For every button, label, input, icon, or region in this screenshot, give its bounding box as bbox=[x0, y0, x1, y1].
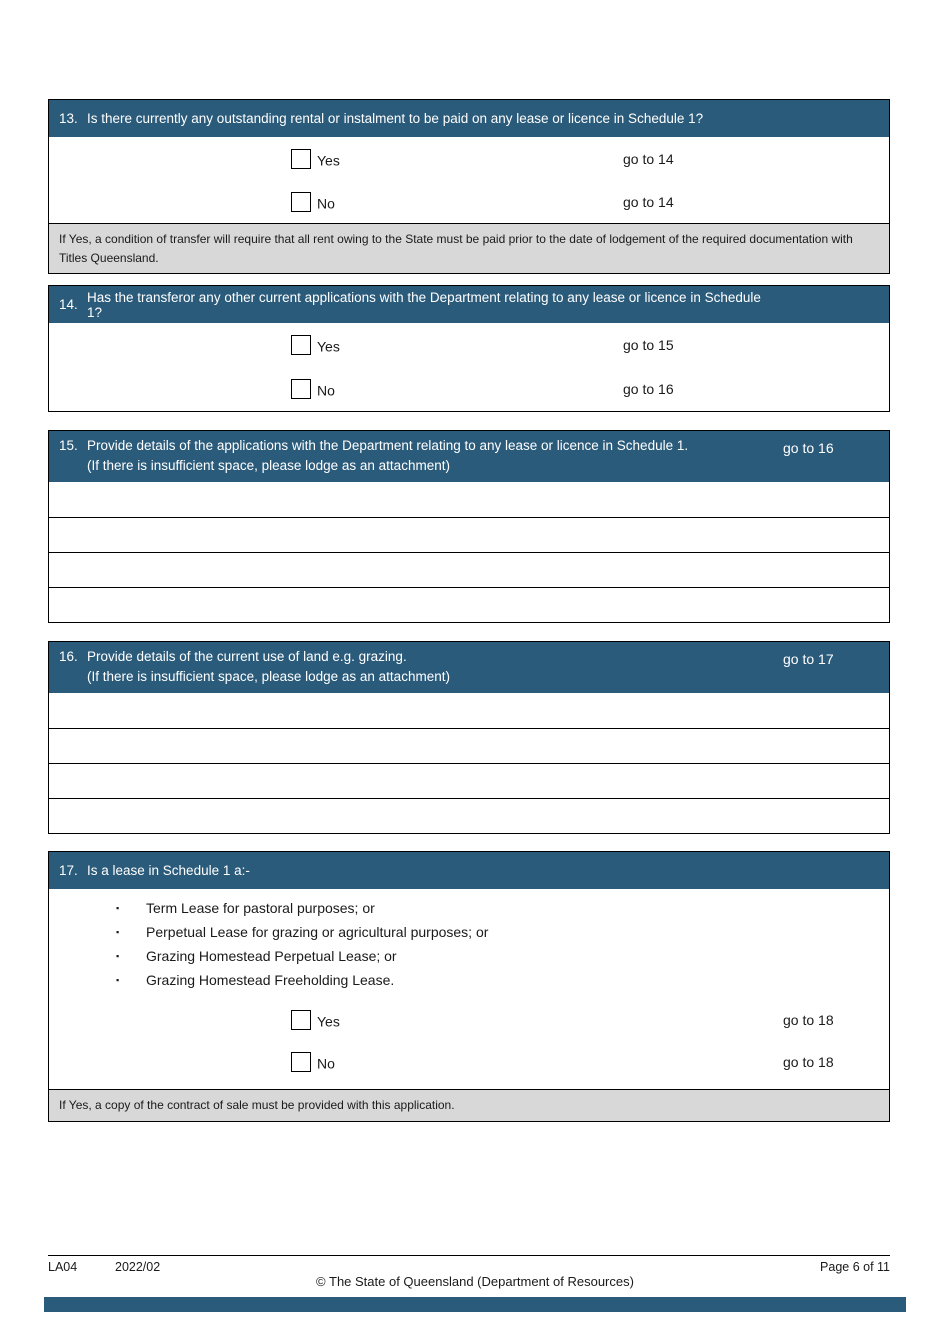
question-17-options bbox=[49, 999, 889, 1089]
question-14-options bbox=[49, 323, 889, 411]
question-16-title: Provide details of the current use of land e.g. grazing. bbox=[87, 649, 407, 664]
question-16-subtitle: (If there is insufficient space, please lodge as an attachment) bbox=[87, 669, 450, 684]
q16-answer-line-1[interactable] bbox=[49, 693, 889, 728]
question-16-answer-area bbox=[49, 693, 889, 833]
footer-meta-row bbox=[48, 1255, 890, 1274]
q17-yes-goto: go to 18 bbox=[783, 1012, 834, 1028]
q17-bullet-3: Grazing Homestead Perpetual Lease; or bbox=[146, 948, 397, 964]
footer-accent-bar bbox=[44, 1297, 906, 1312]
q14-yes-checkbox[interactable] bbox=[291, 335, 311, 355]
q15-answer-line-2[interactable] bbox=[49, 517, 889, 552]
question-14-header bbox=[49, 286, 889, 323]
question-13-no-row bbox=[49, 180, 889, 223]
bullet-icon: ▪ bbox=[116, 975, 120, 985]
q14-no-label: No bbox=[317, 382, 335, 399]
q14-no-goto: go to 16 bbox=[623, 381, 674, 397]
list-item bbox=[116, 897, 889, 921]
q13-yes-label: Yes bbox=[317, 151, 340, 168]
question-13-title: Is there currently any outstanding rental or instalment to be paid on any lease or licence in Schedule 1? bbox=[87, 111, 704, 126]
question-15-section bbox=[48, 430, 890, 623]
question-13-section bbox=[48, 99, 890, 274]
form-code: LA04 bbox=[48, 1260, 78, 1274]
q16-goto: go to 17 bbox=[783, 651, 834, 667]
question-17-note: If Yes, a copy of the contract of sale must be provided with this application. bbox=[49, 1089, 889, 1121]
q13-yes-goto: go to 14 bbox=[623, 150, 674, 167]
question-17-title: Is a lease in Schedule 1 a:- bbox=[87, 863, 250, 878]
list-item bbox=[116, 969, 889, 993]
question-13-note: If Yes, a condition of transfer will require that all rent owing to the State must be paid prior to the date of lodgement of the required documentation with Titles Queensland. bbox=[49, 223, 889, 273]
q17-bullet-4: Grazing Homestead Freeholding Lease. bbox=[146, 972, 395, 988]
q15-answer-line-3[interactable] bbox=[49, 552, 889, 587]
q14-yes-goto: go to 15 bbox=[623, 337, 674, 353]
q14-no-checkbox[interactable] bbox=[291, 379, 311, 399]
form-version: 2022/02 bbox=[115, 1260, 161, 1274]
question-15-subtitle: (If there is insufficient space, please lodge as an attachment) bbox=[87, 458, 450, 473]
bullet-icon: ▪ bbox=[116, 903, 120, 913]
q13-no-goto: go to 14 bbox=[623, 193, 674, 210]
q13-no-checkbox[interactable] bbox=[291, 192, 311, 212]
q17-bullet-1: Term Lease for pastoral purposes; or bbox=[146, 900, 375, 916]
question-15-answer-area bbox=[49, 482, 889, 622]
question-14-number: 14. bbox=[59, 297, 78, 312]
bullet-icon: ▪ bbox=[116, 927, 120, 937]
q17-no-goto: go to 18 bbox=[783, 1054, 834, 1070]
question-16-section bbox=[48, 641, 890, 834]
question-15-header bbox=[49, 431, 889, 482]
question-17-section bbox=[48, 851, 890, 1122]
question-13-yes-row bbox=[49, 137, 889, 180]
question-17-bullet-list bbox=[116, 897, 889, 993]
q16-answer-line-4[interactable] bbox=[49, 798, 889, 833]
q17-no-label: No bbox=[317, 1055, 335, 1072]
list-item bbox=[116, 945, 889, 969]
q16-answer-line-2[interactable] bbox=[49, 728, 889, 763]
copyright-text: © The State of Queensland (Department of Resources) bbox=[316, 1274, 634, 1289]
question-17-number: 17. bbox=[59, 863, 78, 878]
list-item bbox=[116, 921, 889, 945]
question-17-header bbox=[49, 852, 889, 889]
q13-yes-checkbox[interactable] bbox=[291, 149, 311, 169]
bullet-icon: ▪ bbox=[116, 951, 120, 961]
question-15-number: 15. bbox=[59, 438, 78, 453]
question-13-header bbox=[49, 100, 889, 137]
question-14-no-row bbox=[49, 367, 889, 411]
q15-answer-line-1[interactable] bbox=[49, 482, 889, 517]
question-17-no-row bbox=[49, 1041, 889, 1083]
q14-yes-label: Yes bbox=[317, 338, 340, 355]
q17-yes-checkbox[interactable] bbox=[291, 1010, 311, 1030]
question-16-header bbox=[49, 642, 889, 693]
question-13-number: 13. bbox=[59, 111, 78, 126]
question-16-number: 16. bbox=[59, 649, 78, 664]
q16-answer-line-3[interactable] bbox=[49, 763, 889, 798]
q17-no-checkbox[interactable] bbox=[291, 1052, 311, 1072]
q15-answer-line-4[interactable] bbox=[49, 587, 889, 622]
q17-yes-label: Yes bbox=[317, 1013, 340, 1030]
question-17-yes-row bbox=[49, 999, 889, 1041]
question-14-section bbox=[48, 285, 890, 412]
q15-goto: go to 16 bbox=[783, 440, 834, 456]
question-15-title: Provide details of the applications with the Department relating to any lease or licence in Schedule 1. bbox=[87, 438, 689, 453]
question-14-yes-row bbox=[49, 323, 889, 367]
question-13-options bbox=[49, 137, 889, 223]
question-14-title: Has the transferor any other current applications with the Department relating to any lease or licence in Schedule 1? bbox=[87, 289, 761, 320]
q13-no-label: No bbox=[317, 194, 335, 211]
page-number: Page 6 of 11 bbox=[820, 1260, 890, 1274]
q17-bullet-2: Perpetual Lease for grazing or agricultural purposes; or bbox=[146, 924, 489, 940]
